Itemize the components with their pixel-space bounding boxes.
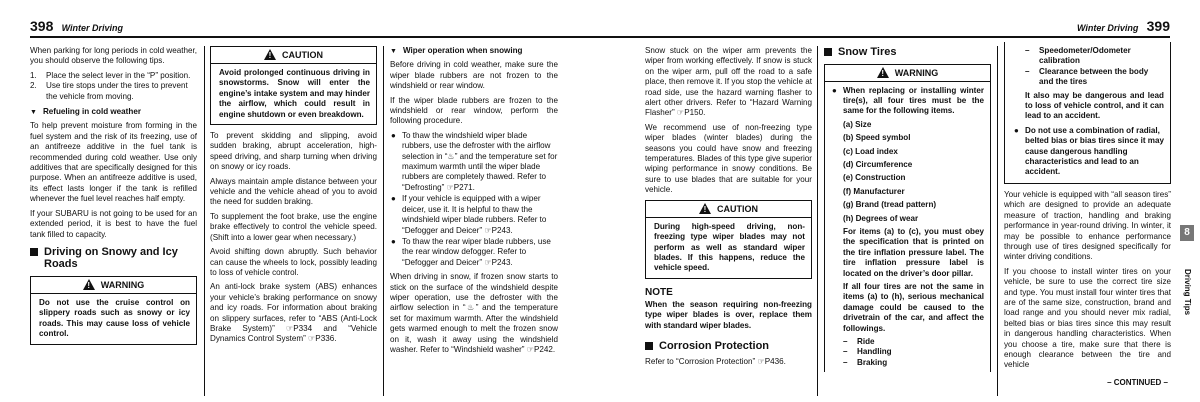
tire-item: (d) Circumference [843, 159, 913, 169]
list-item: – Clearance between the body and the tires [1025, 66, 1149, 87]
tire-items [831, 120, 984, 369]
caution-text: Avoid prolonged continuous driving in snowstorms. Snow will enter the engine’s intake system and may hinder the airflow, which could result in engine shutdown or even breakdown. [219, 68, 370, 119]
warning-list [831, 86, 984, 117]
paragraph: An anti-lock brake system (ABS) enhances your vehicle’s braking performance on snowy and icy roads. For information about braking on slippery surfaces, refer to “ABS (Anti-Lock Brake System)” ☞P334 and “Vehicle Dynamics Control System” ☞P336. [210, 282, 377, 344]
list-item: – Braking [843, 357, 888, 367]
list-item: 1. Place the select lever in the “P” position. [30, 70, 191, 80]
list-item: – Speedometer/Odometer calibration [1025, 46, 1131, 66]
list-item: – Ride [843, 337, 875, 347]
wiper-heading: ▼ Wiper operation when snowing [390, 46, 523, 55]
right-header [1020, 18, 1170, 34]
tire-item: (c) Load index [843, 146, 898, 156]
tire-item: (f) Manufacturer [843, 186, 905, 196]
tire-item: (a) Size [843, 119, 872, 129]
parking-tips [30, 71, 197, 102]
list-item: ● If your vehicle is equipped with a wiper deicer, use it. It is helpful to thaw the windshield wiper blade rubbers. Refer to “Defogger and Deicer” ☞P243. [391, 194, 547, 235]
header-rule [600, 36, 1170, 38]
warning-icon: ! [699, 203, 711, 214]
tire-item: (g) Brand (tread pattern) [843, 200, 937, 210]
side-label: Driving Tips [1183, 269, 1192, 316]
effects-list [843, 337, 984, 368]
refuel-paragraph: To help prevent moisture from forming in the fuel system and the risk of its freezing, use of an antifreeze additive in the fuel tank is recommended during cold weather. Use only additives that are specifically designed for this purpose. When an antifreeze additive is used, its effect lasts longer if the tank is refilled whenever the fuel level reaches half empty. [30, 121, 197, 204]
right-page [600, 0, 1200, 402]
list-item: ● To thaw the windshield wiper blade rubbers, use the defroster with the airflow selection in “♨” and the temperature set for maximum warmth until the wiper blade rubbers are completely thawed. Refer to “Defrosting” ☞P271. [391, 130, 558, 192]
paragraph: We recommend use of non-freezing type wiper blades (winter blades) during the seasons you could have snow and freezing temperatures. Blades of this type give superior wiping performance in snowy conditions. Be sure to use blades that are suitable for your vehicle. [645, 122, 812, 195]
list-item: – Handling [843, 347, 892, 357]
warning-text: Do not use the cruise control on slippery roads such as snowy or icy roads. This may cause loss of vehicle control. [39, 297, 190, 339]
right-col-2 [824, 46, 991, 372]
note-label: NOTE [645, 286, 673, 298]
corrosion-title: Corrosion Protection [645, 340, 812, 353]
tire-item: (h) Degrees of wear [843, 213, 919, 223]
caution-box [210, 46, 377, 125]
paragraph: Always maintain ample distance between your vehicle and the vehicle ahead of you to avoid the need for sudden braking. [210, 176, 377, 207]
column-divider [997, 46, 998, 396]
warning-list [1013, 126, 1164, 178]
warning-box [30, 276, 197, 345]
left-col-2 [210, 46, 377, 349]
page-number: 399 [1146, 18, 1170, 34]
thaw-list [390, 131, 558, 268]
right-col-3 [1004, 42, 1171, 375]
paragraph: Avoid shifting down abruptly. Such behavior can cause the wheels to lock, possibly leading to loss of vehicle control. [210, 247, 377, 277]
caution-header: ! CAUTION [211, 47, 376, 64]
header-rule [30, 36, 600, 38]
column-divider [204, 46, 205, 396]
warning-icon: ! [877, 67, 889, 78]
column-divider [817, 46, 818, 396]
caution-text: During high-speed driving, non-freezing type wiper blades may not perform as well as standard wiper blades. If this happens, reduce the vehicle speed. [654, 221, 805, 273]
paragraph: If you choose to install winter tires on your vehicle, be sure to use the correct tire size and type. You must install four winter tires that are of the same size, construction, brand and load range and you should never mix radial, belted bias or bias tires since this may result in dangerous handling characteristics. When you choose a tire, make sure that there is enough clearance between the tire and vehicle [1004, 266, 1171, 370]
chapter-tab: 8 [1180, 225, 1194, 241]
left-col-1 [30, 46, 197, 345]
warning-continued [1004, 42, 1171, 184]
paragraph: When driving in snow, if frozen snow starts to stick on the surface of the windshield despite wiper operation, use the defroster with the airflow selection in “♨” and the temperature set for maximum warmth. After the windshield gets warmed enough to melt the frozen snow on it, wash it away using the windshield washer. Refer to “Windshield washer” ☞P242. [390, 272, 558, 354]
refuel-paragraph-2: If your SUBARU is not going to be used for an extended period, it is best to have the fuel tank filled to capacity. [30, 208, 197, 239]
paragraph: Your vehicle is equipped with “all season tires” which are designed to provide an adequate measure of traction, handling and braking performance in year-round driving. In winter, it may be possible to enhance performance through use of tires designed specifically for winter driving conditions. [1004, 189, 1171, 262]
tire-item: (e) Construction [843, 173, 906, 183]
caution-header: ! CAUTION [646, 201, 811, 218]
paragraph: To supplement the foot brake, use the engine brake effectively to control the vehicle speed. (Shift into a lower gear when necessary.) [210, 211, 377, 242]
paragraph: Before driving in cold weather, make sure the wiper blade rubbers are not frozen to the windshield or rear window. [390, 60, 558, 91]
left-header [30, 18, 330, 34]
caution-box [645, 200, 812, 279]
warning-icon: ! [83, 279, 95, 290]
paragraph: If all four tires are not the same in items (a) to (h), serious mechanical damage could be caused to the drivetrain of the car, and affect the followings. [843, 282, 984, 333]
list-item: ● Do not use a combination of radial, belted bias or bias tires since it may cause dangerous handling characteristics and lead to an accident. [1014, 125, 1164, 177]
tire-item: (b) Speed symbol [843, 133, 911, 143]
danger-text: It also may be dangerous and lead to loss of vehicle control, and it can lead to an accident. [1025, 90, 1164, 121]
running-title: Winter Driving [1076, 23, 1139, 33]
section-title: Snow Tires [824, 46, 991, 59]
refuel-heading: ▼ Refueling in cold weather [30, 107, 141, 117]
paragraph: If the wiper blade rubbers are frozen to the windshield or rear window, perform the following procedure. [390, 95, 558, 126]
list-item: 2. Use tire stops under the tires to prevent the vehicle from moving. [30, 81, 188, 101]
page-number: 398 [30, 18, 54, 34]
warning-body [825, 82, 990, 373]
paragraph: For items (a) to (c), you must obey the specification that is printed on the tire inflation pressure label. The tire inflation pressure label is located on the driver’s door pillar. [843, 226, 984, 278]
list-item: ● When replacing or installing winter tire(s), all four tires must be the same for the following items. [832, 85, 984, 116]
paragraph: Snow stuck on the wiper arm prevents the wiper from working effectively. If snow is stuck on the wiper arm, pull off the road to a safe place, then remove it. If you stop the vehicle at road side, use the hazard warning flasher to alert other drivers. Refer to “Hazard Warning Flasher” ☞P150. [645, 46, 812, 118]
note-text: When the season requiring non-freezing type wiper blades is over, replace them with standard wiper blades. [645, 299, 812, 330]
running-title: Winter Driving [61, 23, 124, 33]
left-col-3 [390, 46, 558, 359]
continued-label: – CONTINUED – [1107, 378, 1168, 387]
warning-header: ! WARNING [31, 277, 196, 294]
list-item: ● To thaw the rear wiper blade rubbers, use the rear window defogger. Refer to “Defogger and Deicer” ☞P243. [391, 236, 551, 267]
paragraph: Refer to “Corrosion Protection” ☞P436. [645, 357, 786, 367]
paragraph: To prevent skidding and slipping, avoid sudden braking, abrupt acceleration, high-speed driving, and sharp turning when driving on snowy or icy roads. [210, 131, 377, 172]
right-col-1 [645, 46, 812, 372]
parking-intro: When parking for long periods in cold weather, you should observe the following tips. [30, 46, 197, 66]
effects-list-continued [1013, 46, 1164, 88]
section-title: Driving on Snowy and Icy Roads [30, 246, 197, 271]
warning-box [824, 64, 991, 373]
warning-header: ! WARNING [825, 65, 990, 82]
warning-icon: ! [264, 49, 276, 60]
column-divider [383, 46, 384, 396]
